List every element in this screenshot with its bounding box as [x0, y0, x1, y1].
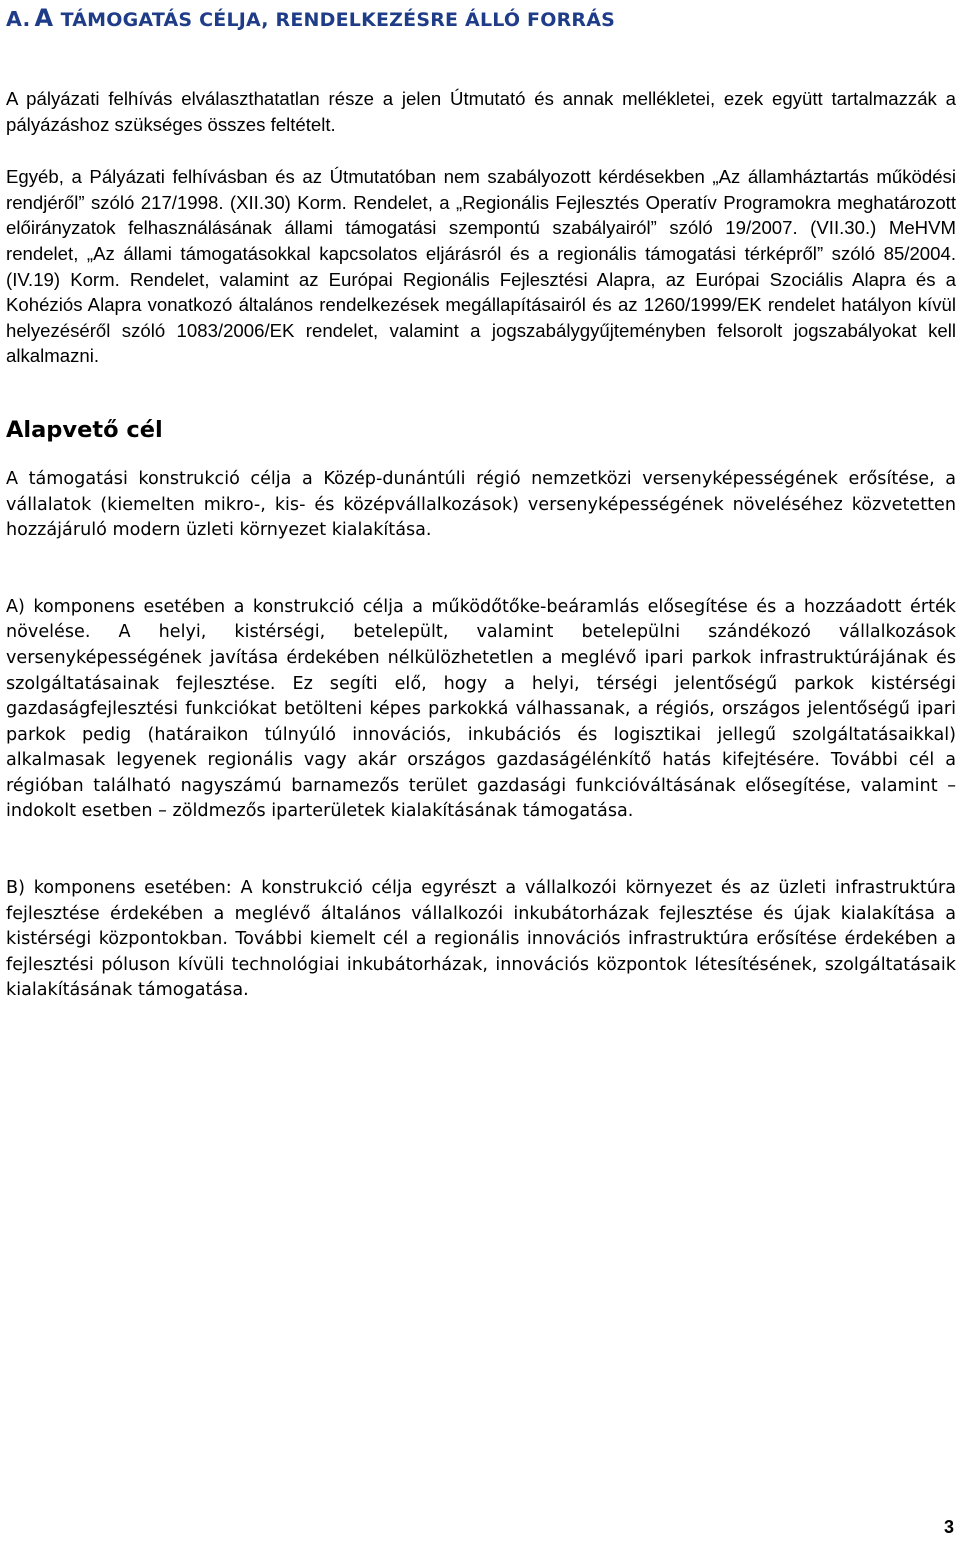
page-number: 3 [943, 1517, 954, 1537]
subsection-heading: Alapvető cél [6, 416, 163, 443]
component-b-paragraph: B) komponens esetében: A konstrukció célja egyrészt a vállalkozói környezet és az üzleti infrastruktúra fejlesztése érdekében a meglévő általános vállalkozói inkubátorházak fejlesztése és újak kialakítása a kistérségi központokban. További kiemelt cél a regionális innovációs infrastruktúra erősítése érdekében a fejlesztési póluson kívüli technológiai inkubátorházak, innovációs központok létesítésének, szolgáltatásaik kialakításának támogatása. [6, 878, 956, 1001]
legal-basis-paragraph: Egyéb, a Pályázati felhívásban és az Útmutatóban nem szabályozott kérdésekben „Az államháztartás működési rendjéről” szóló 217/1998. (XII.30) Korm. Rendelet, a „Regionális Fejlesztés Operatív Programokra meghatározott előirányzatok felhasználásának állami támogatási szempontú szabályairól” szóló 19/2007. (VII.30.) MeHVM rendelet, „Az állami támogatásokkal kapcsolatos eljárásról és a regionális támogatási térképről” szóló 85/2004. (IV.19) Korm. Rendelet, valamint az Európai Regionális Fejlesztési Alapra, az Európai Szociális Alapra és a Kohéziós Alapra vonatkozó általános rendelkezések megállapításairól és az 1260/1999/EK rendelet hatályon kívül helyezéséről szóló 1083/2006/EK rendelet, valamint a jogszabálygyűjteményben felsorolt jogszabályokat kell alkalmazni. [6, 166, 956, 367]
intro-paragraph: A pályázati felhívás elválaszthatatlan része a jelen Útmutató és annak mellékletei, ezek együtt tartalmazzák a pályázáshoz szükséges összes feltételt. [6, 88, 956, 135]
section-heading [6, 4, 956, 32]
section-title: TÁMOGATÁS CÉLJA, RENDELKEZÉSRE ÁLLÓ FORRÁS [60, 9, 616, 31]
component-a-paragraph: A) komponens esetében a konstrukció célja a működőtőke-beáramlás elősegítése és a hozzáadott érték növelése. A helyi, kistérségi, betelepült, valamint betelepülni szándékozó vállalkozások versenyképességének javítása érdekében nélkülözhetetlen a meglévő ipari parkok infrastruktúrájának és szolgáltatásainak fejlesztése. Ez segíti elő, hogy a helyi, térségi jelentőségű parkok kistérségi gazdaságfejlesztési funkciókat betölteni képes parkokká válhassanak, a régiós, országos jelentőségű ipari parkok pedig (határaikon túlnyúló innovációs, inkubációs és logisztikai jellegű szolgáltatásaikkal) alkalmasak legyenek regionális vagy akár országos gazdaságélénkítő hatás kifejtésére. További cél a régióban található nagyszámú barnamezős terület gazdasági funkcióváltásának elősegítése, valamint – indokolt esetben – zöldmezős iparterületek kialakításának támogatása. [6, 596, 956, 822]
document-page [6, 0, 956, 1004]
goal-paragraph: A támogatási konstrukció célja a Közép-dunántúli régió nemzetközi versenyképességének erősítése, a vállalatok (kiemelten mikro-, kis- és középvállalkozások) versenyképességének növeléséhez közvetetten hozzájáruló modern üzleti környezet kialakítása. [6, 468, 956, 541]
section-number: A. [6, 7, 31, 31]
section-title-initial: A [34, 4, 54, 32]
